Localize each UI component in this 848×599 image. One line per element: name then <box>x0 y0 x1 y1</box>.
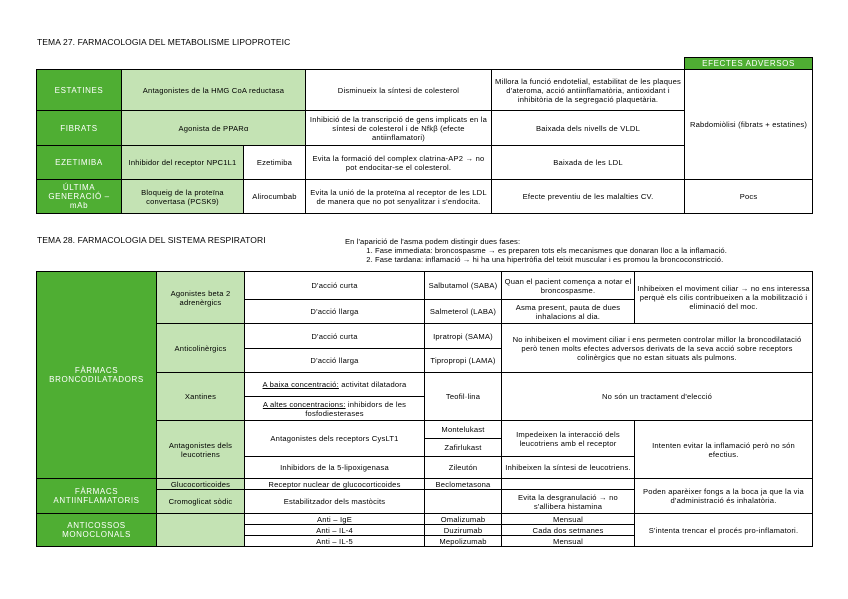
drug-zafirlukast: Zafirlukast <box>425 439 502 457</box>
mono-freq: Mensual <box>502 514 635 525</box>
agonistes-note-common: Inhibeixen el moviment ciliar → no ens interessa perquè els cilis contribueixen a la mobilització i eliminació del moc. <box>635 272 813 324</box>
estatines-mechanism: Antagonistes de la HMG CoA reductasa <box>122 70 306 111</box>
leucotriens-note-lipoxi: Inhibeixen la síntesi de leucotriens. <box>502 457 635 479</box>
asma-phase-1: 1. Fase immediata: broncospasme → es preparen tots els mecanismes que donaran lloc a la inflamació. <box>375 246 815 255</box>
asma-intro: En l'aparició de l'asma podem distingir dues fases: <box>345 237 521 246</box>
mono-freq: Cada dos setmanes <box>502 525 635 536</box>
agonistes-note-curta: Quan el pacient comença a notar el broncospasme. <box>502 272 635 300</box>
asma-note <box>345 237 815 264</box>
gluco-label: Glucocorticoides <box>157 479 245 490</box>
agonistes-llarga: D'acció llarga <box>245 300 425 324</box>
cromo-mech: Estabilitzador dels mastòcits <box>245 490 425 514</box>
mab-effect: Evita la unió de la proteïna al receptor de les LDL de manera que no pot senyalitzar i s'endocita. <box>306 180 492 214</box>
mab-mechanism: Bloqueig de la proteïna convertasa (PCSK9) <box>122 180 244 214</box>
drug-zileuton: Zileutón <box>425 457 502 479</box>
leucotriens-note-common: Intenten evitar la inflamació però no són efectius. <box>635 421 813 479</box>
mono-note: S'intenta trencar el procés pro-inflamatori. <box>635 514 813 547</box>
row-estatines: ESTATINES <box>37 70 122 111</box>
xantines-altes <box>245 397 425 421</box>
ezetimiba-effect: Evita la formació del complex clatrina-AP2 → no pot endocitar-se el colesterol. <box>306 146 492 180</box>
mab-drug: Alirocumbab <box>244 180 306 214</box>
xantines-baixa-text: activitat dilatadora <box>341 380 407 389</box>
fibrats-mechanism: Agonista de PPARα <box>122 111 306 146</box>
estatines-effect: Disminueix la síntesi de colesterol <box>306 70 492 111</box>
header-efectes-adversos: EFECTES ADVERSOS <box>685 58 813 70</box>
anticolinergics-label: Anticolinèrgics <box>157 324 245 373</box>
drug-teofillina: Teofil·lina <box>425 373 502 421</box>
fibrats-benefit: Baixada dels nivells de VLDL <box>492 111 685 146</box>
antiinfl-note: Poden aparèixer fongs a la boca ja que la via d'administració és inhalatòria. <box>635 479 813 514</box>
drug-salbutamol: Salbutamol (SABA) <box>425 272 502 300</box>
gluco-mech: Receptor nuclear de glucocorticoides <box>245 479 425 490</box>
drug-montelukast: Montelukast <box>425 421 502 439</box>
mab-benefit: Efecte preventiu de les malalties CV. <box>492 180 685 214</box>
group-broncodilatadors: FÀRMACS BRONCODILATADORS <box>37 272 157 479</box>
row-ezetimiba: EZETIMIBA <box>37 146 122 180</box>
xantines-baixa <box>245 373 425 397</box>
asma-phase-2: 2. Fase tardana: inflamació → hi ha una hipertròfia del teixit muscular i es promou la broncoconstricció. <box>375 255 815 264</box>
drug-tipropropi: Tipropropi (LAMA) <box>425 349 502 373</box>
cromo-label: Cromoglicat sòdic <box>157 490 245 514</box>
mono-target: Anti – IL-5 <box>245 536 425 547</box>
group-antiinflamatoris: FÀRMACS ANTIINFLAMATORIS <box>37 479 157 514</box>
mono-target: Anti – IL-4 <box>245 525 425 536</box>
agonistes-label: Agonistes beta 2 adrenèrgics <box>157 272 245 324</box>
ezetimiba-drug: Ezetimiba <box>244 146 306 180</box>
cromo-note: Evita la desgranulació → no s'allibera histamina <box>502 490 635 514</box>
respiratory-table <box>36 271 813 547</box>
row-mab: ÚLTIMA GENERACIÓ – mAb <box>37 180 122 214</box>
mono-drug: Mepolizumab <box>425 536 502 547</box>
drug-ipratropi: Ipratropi (SAMA) <box>425 324 502 349</box>
adverse-shared: Rabdomiòlisi (fibrats + estatines) <box>685 70 813 180</box>
mono-freq: Mensual <box>502 536 635 547</box>
group-monoclonals: ANTICOSSOS MONOCLONALS <box>37 514 157 547</box>
leucotriens-cyslt1: Antagonistes dels receptors CysLT1 <box>245 421 425 457</box>
tema27-title: TEMA 27. FARMACOLOGIA DEL METABOLISME LIPOPROTEIC <box>37 37 291 47</box>
ezetimiba-mechanism: Inhibidor del receptor NPC1L1 <box>122 146 244 180</box>
xantines-baixa-label: A baixa concentració: <box>262 380 339 389</box>
lipid-table <box>36 57 813 214</box>
drug-beclometasona: Beclometasona <box>425 479 502 490</box>
mab-adverse: Pocs <box>685 180 813 214</box>
xantines-label: Xantines <box>157 373 245 421</box>
leucotriens-label: Antagonistes dels leucotriens <box>157 421 245 479</box>
tema28-title: TEMA 28. FARMACOLOGIA DEL SISTEMA RESPIRATORI <box>37 235 266 245</box>
fibrats-effect: Inhibició de la transcripció de gens implicats en la síntesi de colesterol i de Nfkβ (efecte antiinflamatori) <box>306 111 492 146</box>
drug-salmeterol: Salmeterol (LABA) <box>425 300 502 324</box>
mono-drug: Duzirumab <box>425 525 502 536</box>
leucotriens-lipoxi: Inhibidors de la 5-lipoxigenasa <box>245 457 425 479</box>
anticolinergics-llarga: D'acció llarga <box>245 349 425 373</box>
leucotriens-note-cyslt1: Impedeixen la interacció dels leucotriens amb el receptor <box>502 421 635 457</box>
row-fibrats: FIBRATS <box>37 111 122 146</box>
xantines-altes-label: A altes concentracions: <box>262 399 346 409</box>
estatines-benefit: Millora la funció endotelial, estabilitat de les plaques d'ateroma, acció antiinflamatòria, antioxidant i inhibitòria de la segregació plaquetària. <box>492 70 685 111</box>
xantines-note: No són un tractament d'elecció <box>502 373 813 421</box>
agonistes-curta: D'acció curta <box>245 272 425 300</box>
anticolinergics-curta: D'acció curta <box>245 324 425 349</box>
ezetimiba-benefit: Baixada de les LDL <box>492 146 685 180</box>
xantines-altes-text: inhibidors de les fosfodiesterases <box>305 399 407 418</box>
mono-target: Anti – IgE <box>245 514 425 525</box>
anticolinergics-note: No inhibeixen el moviment ciliar i ens permeten controlar millor la broncodilatació però tenen molts efectes adversos derivats de la seva acció sobre receptors colinèrgics que no estan situats als pulmons. <box>502 324 813 373</box>
mono-drug: Omalizumab <box>425 514 502 525</box>
agonistes-note-llarga: Asma present, pauta de dues inhalacions al dia. <box>502 300 635 324</box>
